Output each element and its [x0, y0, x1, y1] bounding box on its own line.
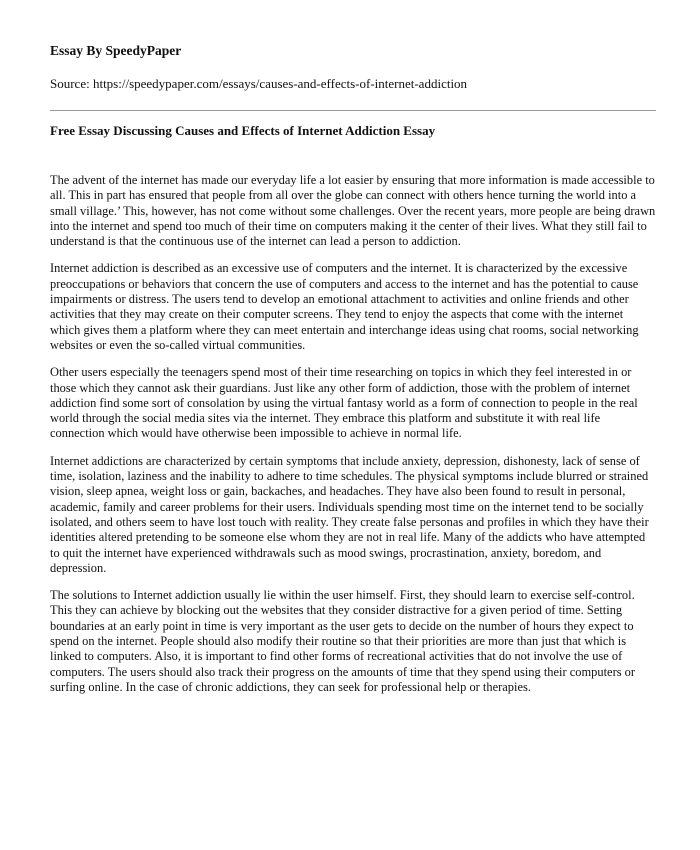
paragraph-5: The solutions to Internet addiction usually lie within the user himself. First, they should learn to exercise self-control. This they can achieve by blocking out the websites that they consider distractive for a given period of time. Setting boundaries at an early point in time is very important as the user gets to decide on the number of hours they expect to spend on the internet. People should also modify their routine so that their priorities are more than just that which is linked to computers. Also, it is important to find other forms of recreational activities that do not involve the use of computers. The users should also track their progress on the amounts of time that they spend using their computers or surfing online. In the case of chronic addictions, they can seek for professional help or therapies. — [50, 588, 636, 694]
paragraph-1: The advent of the internet has made our everyday life a lot easier by ensuring that more information is made accessible to all. This in part has ensured that people from all over the globe can connect with others hence turning the world into a small village.’ This, however, has not come without some challenges. Over the recent years, more people are being drawn into the internet and spend too much of their time on computers making it the center of their lives. What they still fail to understand is that the continuous use of the internet can lead a person to addiction. — [50, 173, 656, 249]
paragraph-2: Internet addiction is described as an excessive use of computers and the internet. It is characterized by the excessive preoccupations or behaviors that concern the use of computers and access to the internet and has the potential to cause impairments or distress. The users tend to develop an emotional attachment to activities and online friends and other activities that they may create on their computer screens. They tend to enjoy the aspects that come with the internet which gives them a platform where they can meet entertain and interchange ideas using chat rooms, social networking websites or even the so-called virtual communities. — [50, 261, 639, 352]
essay-title: Free Essay Discussing Causes and Effects of Internet Addiction Essay — [50, 123, 436, 138]
paragraph-4: Internet addictions are characterized by certain symptoms that include anxiety, depression, dishonesty, lack of sense of time, isolation, laziness and the inability to adhere to time schedules. The physical symptoms include blurred or strained vision, sleep apnea, weight loss or gain, backaches, and headaches. They have also been found to result in personal, academic, family and career problems for their users. Individuals spending most time on the internet tend to be socially isolated, and others seem to have lost touch with reality. They create false personas and profiles in which they have their identities altered pretending to be someone else whom they are not in real life. Many of the addicts who have attempted to quit the internet have experienced withdrawals such as mood swings, procrastination, anxiety, boredom, and depression. — [50, 453, 649, 575]
paragraph-3: Other users especially the teenagers spend most of their time researching on topics in which they feel interested in or those which they cannot ask their guardians. Just like any other form of addiction, those with the problem of internet addiction find some sort of consolation by using the virtual fantasy world as a form of connection to people in the real world through the social media sites via the internet. They embrace this platform and substitute it with real life connection which would have otherwise been impossible to achieve in normal life. — [50, 365, 638, 441]
document-page — [50, 42, 656, 707]
source-url-line: Source: https://speedypaper.com/essays/causes-and-effects-of-internet-addiction — [50, 76, 468, 91]
header-divider — [50, 110, 656, 111]
publisher-heading: Essay By SpeedyPaper — [50, 43, 182, 58]
essay-body — [50, 173, 656, 695]
